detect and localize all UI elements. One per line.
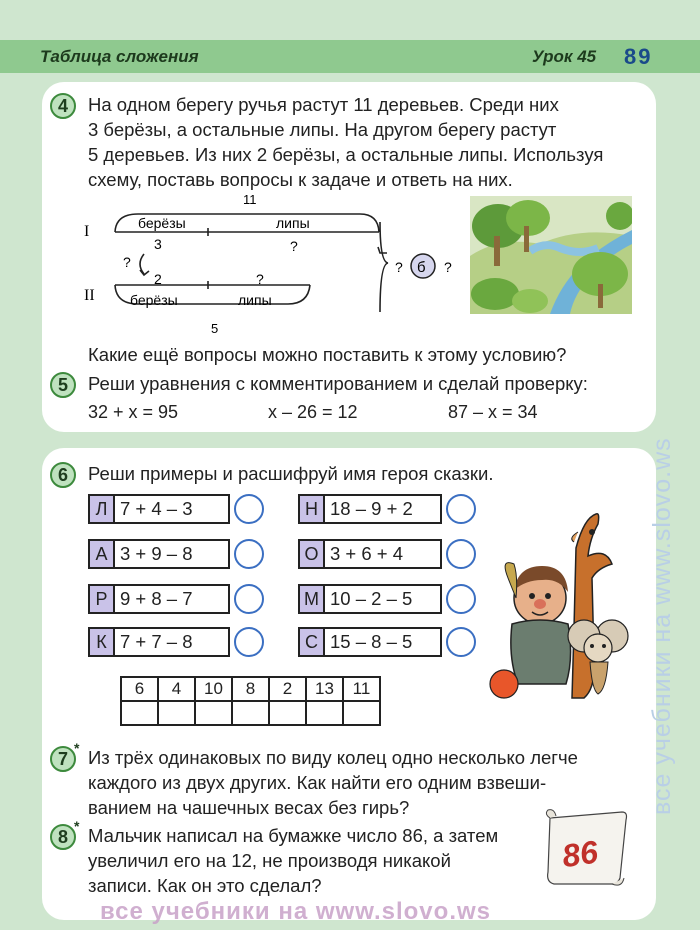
scheme-q-1: ? bbox=[290, 238, 298, 254]
example-expression: 18 – 9 + 2 bbox=[330, 498, 413, 519]
scheme-bottom-total: 5 bbox=[211, 321, 219, 336]
answer-circle-m[interactable] bbox=[446, 584, 476, 614]
cipher-letter-cell[interactable] bbox=[269, 701, 306, 725]
task-6-number: 6 bbox=[50, 462, 76, 488]
task-7-line-1: Из трёх одинаковых по виду колец одно несколько легче bbox=[88, 747, 578, 768]
scheme-num-3: 3 bbox=[154, 236, 162, 252]
scheme-row-2-birch: берёзы bbox=[130, 292, 178, 308]
cipher-letter-cell[interactable] bbox=[232, 701, 269, 725]
task-4-number: 4 bbox=[50, 93, 76, 119]
example-letter: А bbox=[90, 541, 115, 567]
scheme-row-1-birch: берёзы bbox=[138, 215, 186, 231]
equation-1: 32 + x = 95 bbox=[88, 402, 179, 422]
cipher-number-cell: 10 bbox=[195, 677, 232, 701]
scheme-q-4: ? bbox=[395, 259, 403, 275]
cipher-letter-cell[interactable] bbox=[195, 701, 232, 725]
task-5-number: 5 bbox=[50, 372, 76, 398]
example-expression: 7 + 7 – 8 bbox=[120, 631, 193, 652]
cipher-number-row bbox=[121, 677, 380, 701]
example-o bbox=[298, 539, 442, 569]
example-n bbox=[298, 494, 442, 524]
answer-circle-o[interactable] bbox=[446, 539, 476, 569]
answer-circle-s[interactable] bbox=[446, 627, 476, 657]
cipher-number-cell: 13 bbox=[306, 677, 343, 701]
example-letter: О bbox=[300, 541, 325, 567]
task-4-scheme bbox=[80, 192, 475, 340]
task-4-line-1: На одном берегу ручья растут 11 деревьев. Среди них bbox=[88, 94, 559, 115]
task-6-text: Реши примеры и расшифруй имя героя сказки. bbox=[88, 463, 494, 484]
task-7-number: 7 bbox=[50, 746, 76, 772]
task-4-line-3: 5 деревьев. Из них 2 берёзы, а остальные липы. Используя bbox=[88, 144, 604, 165]
scheme-top-total: 11 bbox=[243, 192, 257, 207]
page-header bbox=[0, 40, 700, 73]
scheme-num-2: 2 bbox=[154, 271, 162, 287]
task-8-number: 8 bbox=[50, 824, 76, 850]
cartoon-characters-illustration bbox=[488, 508, 638, 708]
cipher-letter-cell[interactable] bbox=[343, 701, 380, 725]
example-s bbox=[298, 627, 442, 657]
scheme-row-2-label: II bbox=[84, 287, 95, 304]
example-letter: М bbox=[300, 586, 325, 612]
cipher-number-cell: 6 bbox=[121, 677, 158, 701]
page-number: 89 bbox=[624, 44, 653, 69]
cipher-number-cell: 8 bbox=[232, 677, 269, 701]
scheme-row-2-linden: липы bbox=[238, 292, 272, 308]
task-7-line-3: ванием на чашечных весах без гирь? bbox=[88, 797, 410, 818]
scheme-letter-b: б bbox=[417, 259, 426, 276]
cipher-number-cell: 4 bbox=[158, 677, 195, 701]
scheme-q-3: ? bbox=[256, 271, 264, 287]
card-number: 86 bbox=[559, 833, 601, 875]
cipher-letter-row bbox=[121, 701, 380, 725]
cipher-letter-cell[interactable] bbox=[121, 701, 158, 725]
scheme-q-2: ? bbox=[123, 254, 131, 270]
side-watermark: все учебники на www.slovo.ws bbox=[648, 437, 676, 815]
scheme-row-1-linden: липы bbox=[276, 215, 310, 231]
answer-circle-a[interactable] bbox=[234, 539, 264, 569]
answer-circle-k[interactable] bbox=[234, 627, 264, 657]
task-5-text: Реши уравнения с комментированием и сделай проверку: bbox=[88, 373, 588, 394]
example-m bbox=[298, 584, 442, 614]
example-expression: 15 – 8 – 5 bbox=[330, 631, 413, 652]
number-card-illustration bbox=[542, 808, 630, 888]
task-8-line-3: записи. Как он это сделал? bbox=[88, 875, 322, 896]
example-expression: 3 + 6 + 4 bbox=[330, 543, 404, 564]
cipher-number-cell: 2 bbox=[269, 677, 306, 701]
task-8-star: * bbox=[74, 818, 80, 834]
answer-circle-r[interactable] bbox=[234, 584, 264, 614]
task-7-star: * bbox=[74, 740, 80, 756]
example-l bbox=[88, 494, 230, 524]
river-landscape-illustration bbox=[470, 196, 632, 314]
chapter-title: Таблица сложения bbox=[40, 47, 199, 66]
task-4-line-2: 3 берёзы, а остальные липы. На другом берегу растут bbox=[88, 119, 557, 140]
task-7-line-2: каждого из двух других. Как найти его одним взвеши- bbox=[88, 772, 547, 793]
example-letter: Л bbox=[90, 496, 115, 522]
example-r bbox=[88, 584, 230, 614]
side-watermark-wrapper bbox=[648, 437, 688, 835]
task-8-line-1: Мальчик написал на бумажке число 86, а затем bbox=[88, 825, 499, 846]
bottom-watermark: все учебники на www.slovo.ws bbox=[100, 898, 491, 925]
scheme-row-1-label: I bbox=[84, 223, 90, 240]
answer-circle-n[interactable] bbox=[446, 494, 476, 524]
example-expression: 10 – 2 – 5 bbox=[330, 588, 413, 609]
example-letter: К bbox=[90, 629, 115, 655]
example-letter: С bbox=[300, 629, 325, 655]
answer-circle-l[interactable] bbox=[234, 494, 264, 524]
task-4-line-4: схему, поставь вопросы к задаче и ответь на них. bbox=[88, 169, 513, 190]
example-letter: Р bbox=[90, 586, 115, 612]
lesson-label: Урок 45 bbox=[532, 47, 597, 66]
equation-2: x – 26 = 12 bbox=[268, 402, 358, 422]
cipher-answer-table bbox=[120, 676, 381, 726]
example-k bbox=[88, 627, 230, 657]
cipher-letter-cell[interactable] bbox=[306, 701, 343, 725]
task-4-extra-question: Какие ещё вопросы можно поставить к этому условию? bbox=[88, 344, 567, 365]
equation-3: 87 – x = 34 bbox=[448, 402, 538, 422]
scheme-q-5: ? bbox=[444, 259, 452, 275]
example-letter: Н bbox=[300, 496, 325, 522]
example-expression: 7 + 4 – 3 bbox=[120, 498, 193, 519]
cipher-number-cell: 11 bbox=[343, 677, 380, 701]
example-expression: 9 + 8 – 7 bbox=[120, 588, 193, 609]
example-a bbox=[88, 539, 230, 569]
task-8-line-2: увеличил его на 12, не производя никакой bbox=[88, 850, 451, 871]
example-expression: 3 + 9 – 8 bbox=[120, 543, 193, 564]
cipher-letter-cell[interactable] bbox=[158, 701, 195, 725]
